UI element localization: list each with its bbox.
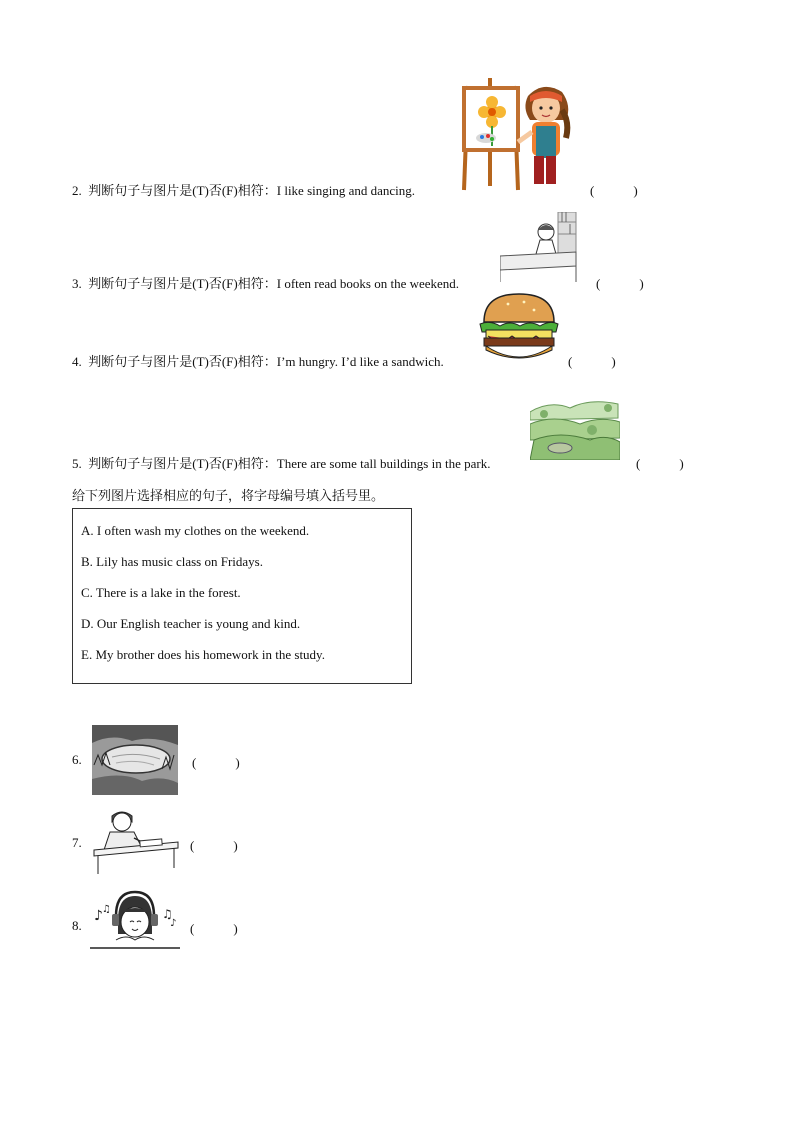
answer-blank-5[interactable]: ( ) [636, 456, 684, 471]
lake-in-forest-icon [92, 725, 178, 795]
svg-text:♫: ♫ [102, 904, 111, 915]
question-number: 3. [72, 276, 82, 291]
hamburger-icon [478, 292, 560, 364]
boy-writing-icon [90, 808, 180, 874]
answer-blank-2[interactable]: ( ) [590, 183, 638, 198]
forest-landscape-icon [530, 394, 620, 460]
question-prompt: 判断句子与图片是(T)否(F)相符： [88, 276, 277, 291]
girl-with-headphones-icon [90, 890, 180, 952]
answer-blank-4[interactable]: ( ) [568, 354, 616, 369]
girl-painting-icon [458, 76, 578, 192]
boy-writing-image [90, 808, 180, 874]
forest-landscape-image [530, 394, 620, 460]
question-5 [72, 453, 490, 472]
girl-headphones-image [90, 890, 180, 952]
girl-reading-icon [500, 212, 578, 282]
question-prompt: 判断句子与图片是(T)否(F)相符： [88, 456, 277, 471]
svg-text:♫: ♫ [162, 907, 173, 921]
question-sentence: I’m hungry. I’d like a sandwich. [276, 354, 444, 369]
question-6-number: 6. [72, 752, 82, 767]
option-d: D. Our English teacher is young and kind. [81, 616, 301, 631]
question-prompt: 判断句子与图片是(T)否(F)相符： [88, 183, 277, 198]
question-sentence: I like singing and dancing. [276, 183, 416, 198]
question-3 [72, 273, 459, 292]
svg-text:♪: ♪ [170, 918, 177, 929]
question-7-number: 7. [72, 835, 82, 850]
question-2 [72, 180, 415, 199]
question-sentence: I often read books on the weekend. [276, 276, 460, 291]
hamburger-image [478, 292, 560, 364]
option-e: E. My brother does his homework in the study. [81, 647, 325, 662]
svg-text:♪: ♪ [94, 908, 103, 924]
question-4 [72, 351, 444, 370]
answer-blank-7[interactable]: ( ) [190, 838, 238, 853]
question-sentence: There are some tall buildings in the park. [276, 456, 491, 471]
answer-blank-6[interactable]: ( ) [192, 755, 240, 770]
section-instruction: 给下列图片选择相应的句子，将字母编号填入括号里。 [72, 488, 385, 503]
question-number: 4. [72, 354, 82, 369]
girl-reading-image [500, 212, 578, 282]
options-box [72, 508, 412, 684]
answer-blank-8[interactable]: ( ) [190, 921, 238, 936]
question-8-number: 8. [72, 918, 82, 933]
question-number: 2. [72, 183, 82, 198]
option-a: A. I often wash my clothes on the weekend. [81, 523, 310, 538]
girl-painting-image [458, 76, 578, 192]
lake-image [92, 725, 178, 795]
question-number: 5. [72, 456, 82, 471]
option-c: C. There is a lake in the forest. [81, 585, 241, 600]
question-prompt: 判断句子与图片是(T)否(F)相符： [88, 354, 277, 369]
answer-blank-3[interactable]: ( ) [596, 276, 644, 291]
option-b: B. Lily has music class on Fridays. [81, 554, 263, 569]
